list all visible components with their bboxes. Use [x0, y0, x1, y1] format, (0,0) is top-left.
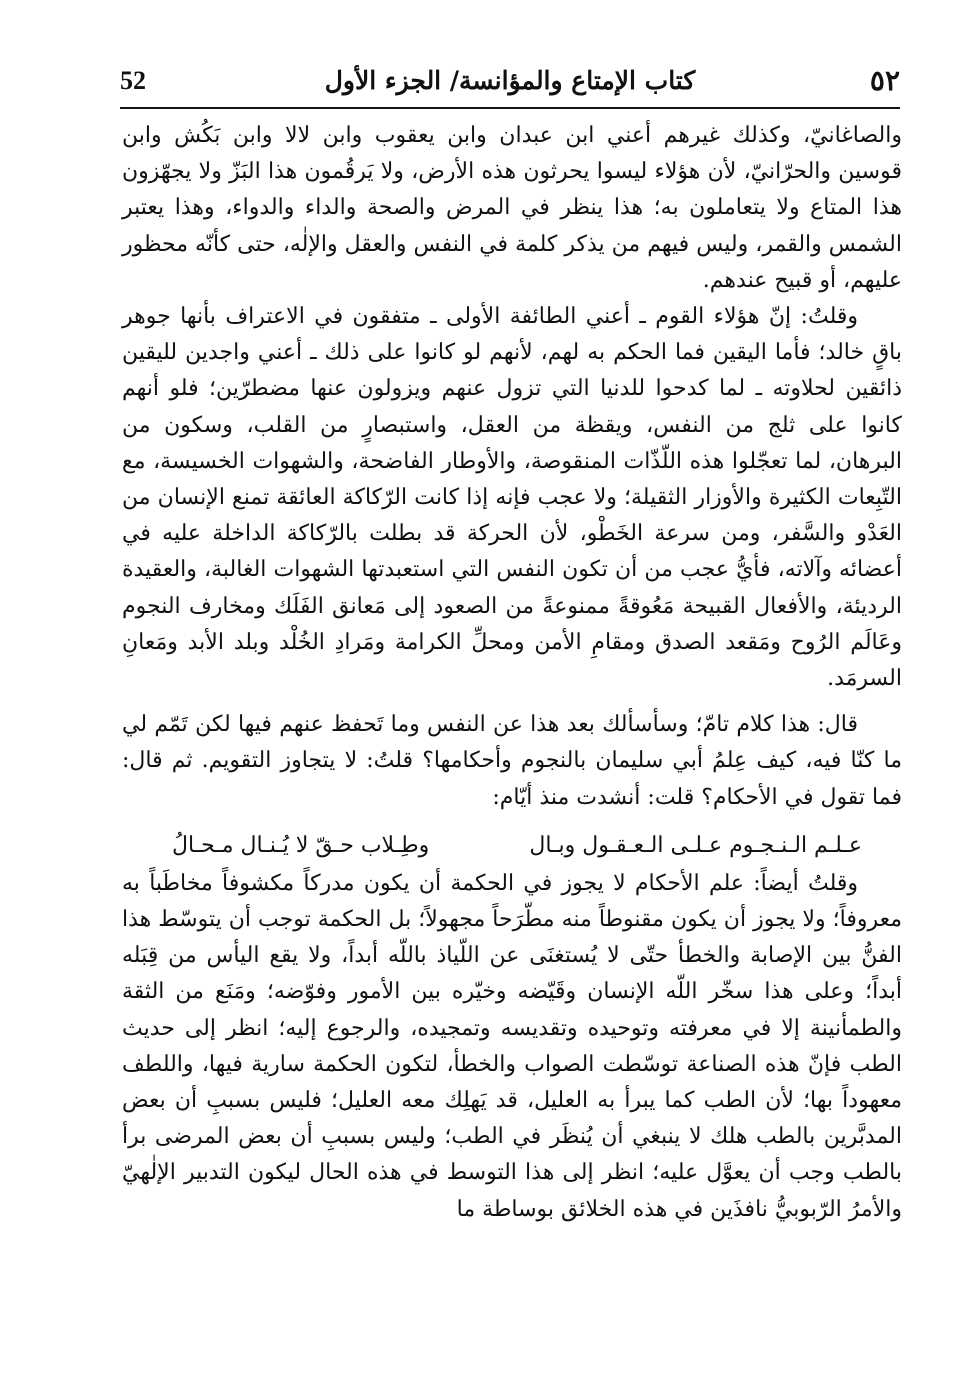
body-text: [122, 118, 902, 1228]
paragraph-1: والصاغانيّ، وكذلك غيرهم أعني ابن عبدان وابن يعقوب وابن لالا وابن بَكُش وابن قوسين والحرّانيّ، لأن هؤلاء ليسوا يحرثون هذه الأرض، ولا يَرقُمون هذا البَزّ ولا يجهّزون هذا المتاع ولا يتعاملون به؛ هذا ينظر في المرض والصحة والداء والدواء، وهذا يعتبر الشمس والقمر، وليس فيهم من يذكر كلمة في النفس والعقل والإلٰه، حتى كأنّه محظور عليهم، أو قبيح عندهم.: [122, 123, 902, 293]
page-number-arabic: ٥٢: [869, 64, 900, 97]
page-number-latin: 52: [120, 66, 146, 95]
running-title: كتاب الإمتاع والمؤانسة/ الجزء الأول: [324, 66, 696, 95]
running-header: [120, 60, 900, 100]
poem-first-hemistich: عـلـم الـنـجـوم عـلـى الـعـقـول وبـال: [529, 832, 862, 858]
paragraph-3: قال: هذا كلام تامّ؛ وسأسألك بعد هذا عن النفس وما تَحفظ عنهم فيها لكن تَمّم لي ما كنّا فيه، كيف عِلمُ أبي سليمان بالنجوم وأحكامها؟ قلتُ: لا يتجاوز التقويم. ثم قال: فما تقول في الأحكام؟ قلت: أنشدت منذ أيّام:: [122, 712, 902, 810]
poem-second-hemistich: وطِـلاب حـقّ لا يُـنـال مـحـالُ: [172, 832, 430, 858]
paragraph-4: وقلتُ أيضاً: علم الأحكام لا يجوز في الحكمة أن يكون مدركاً مكشوفاً مخاطَباً به معروفاً؛ ولا يجوز أن يكون مقنوطاً منه مطّرَحاً مجهولاً؛ بل الحكمة توجب أن يتوسّط هذا الفنُّ بين الإصابة والخطأ حتّى لا يُستغنَى عن اللّياذ باللّه أبداً، ولا يقع اليأس من قِبَله أبداً؛ وعلى هذا سخّر اللّه الإنسان وقَيّضه وخيّره بين الأمور وفوّضه؛ ومَنَع من الثقة والطمأنينة إلا في معرفته وتوحيده وتقديسه وتمجيده، والرجوع إليه؛ انظر إلى حديث الطب فإنّ هذه الصناعة توسّطت الصواب والخطأ، لتكون الحكمة سارية فيها، واللطف معهوداً بها؛ لأن الطب كما يبرأ به العليل، قد يَهلِك معه العليل؛ فليس بسببِ أن بعض المدبَّرين بالطب هلك لا ينبغي أن يُنظَر في الطب؛ وليس بسببِ أن بعض المرضى برأ بالطب وجب أن يعوَّل عليه؛ انظر إلى هذا التوسط في هذه الحال ليكون التدبير الإلٰهيّ والأمرُ الرّبوبيُّ نافذَين في هذه الخلائق بوساطة ما: [122, 870, 903, 1222]
poem-verse: [122, 826, 902, 866]
paragraph-2: وقلتُ: إنّ هؤلاء القوم ـ أعني الطائفة الأولى ـ متفقون في الاعتراف بأنها جوهر باقٍ خالد؛ فأما اليقين فما الحكم به لهم، لأنهم لو كانوا على ذلك ـ أعني واجدين لليقين ذائقين لحلاوته ـ لما كدحوا للدنيا التي تزول عنهم ويزولون عنها مضطرّين؛ فلو أنهم كانوا على ثلج من النفس، ويقظة من العقل، واستبصارٍ من القلب، وسكون من البرهان، لما تعجّلوا هذه اللّذّات المنقوصة، والأوطار الفاضحة، والشهوات الخسيسة، مع التّبِعات الكثيرة والأوزار الثقيلة؛ ولا عجب فإنه إذا كانت الرّكاكة العائقة تمنع الإنسان من العَدْو والسَّفر، ومن سرعة الخَطْو، لأن الحركة قد بطلت بالرّكاكة الداخلة عليه في أعضائه وآلاته، فأيُّ عجب من أن تكون النفس التي استعبدتها الشهوات الغالبة، والعقيدة الرديئة، والأفعال القبيحة مَعُوقةً ممنوعةً من الصعود إلى مَعانق الفَلَك ومخارف النجوم وعَالَم الرُوح ومَقعد الصدق ومقامِ الأمن ومحلِّ الكرامة ومَرادِ الخُلْد وبلد الأبد ومَعانِ السرمَد.: [122, 304, 902, 692]
header-rule: [120, 107, 900, 109]
